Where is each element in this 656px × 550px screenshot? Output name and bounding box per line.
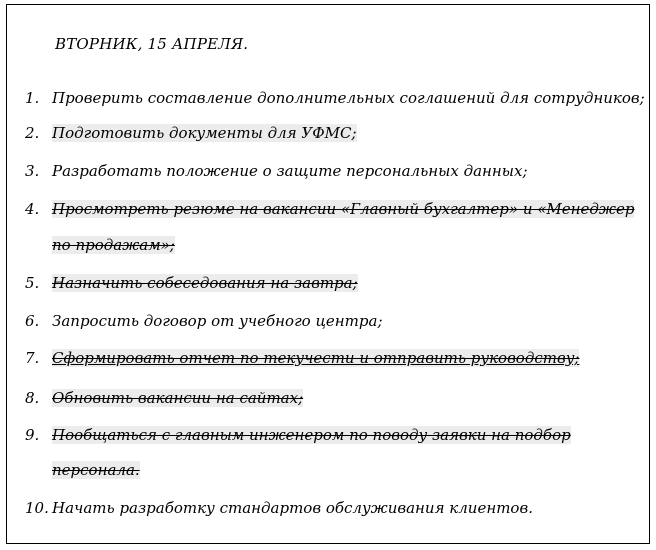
list-item [25,89,645,107]
item-number: 10. [25,499,49,517]
list-item [25,389,303,407]
item-number: 8. [25,389,40,407]
task-list [7,5,649,543]
document-title: ВТОРНИК, 15 АПРЕЛЯ. [55,35,249,53]
item-number: 5. [25,274,40,292]
list-item [25,124,357,142]
list-item-continuation [52,236,175,254]
item-number: 4. [25,200,40,218]
list-item [25,349,579,367]
item-number: 7. [25,349,40,367]
item-text: Обновить вакансии на сайтах; [52,389,304,407]
list-item [25,200,634,218]
item-text: Просмотреть резюме на вакансии «Главный бухгалтер» и «Менеджер [52,200,635,218]
item-text-continued: по продажам»; [52,236,175,254]
list-item-continuation [52,461,140,479]
item-number: 2. [25,124,40,142]
item-text: Разработать положение о защите персональных данных; [52,162,528,180]
item-number: 9. [25,426,40,444]
list-item [25,274,358,292]
list-item [25,499,533,517]
item-text: Запросить договор от учебного центра; [52,312,383,330]
list-item [25,426,571,444]
item-text: Подготовить документы для УФМС; [52,124,357,142]
document-page [6,4,650,544]
list-item [25,312,383,330]
item-text: Проверить составление дополнительных соглашений для сотрудников; [52,89,645,107]
item-text: Пообщаться с главным инженером по поводу заявки на подбор [52,426,571,444]
item-number: 6. [25,312,40,330]
item-text: Назначить собеседования на завтра; [52,274,358,292]
item-text: Начать разработку стандартов обслуживания клиентов. [52,499,533,517]
item-number: 1. [25,89,40,107]
list-item [25,162,528,180]
item-text-continued: персонала. [52,461,140,479]
item-text: Сформировать отчет по текучести и отправить руководству; [52,349,580,367]
item-number: 3. [25,162,40,180]
